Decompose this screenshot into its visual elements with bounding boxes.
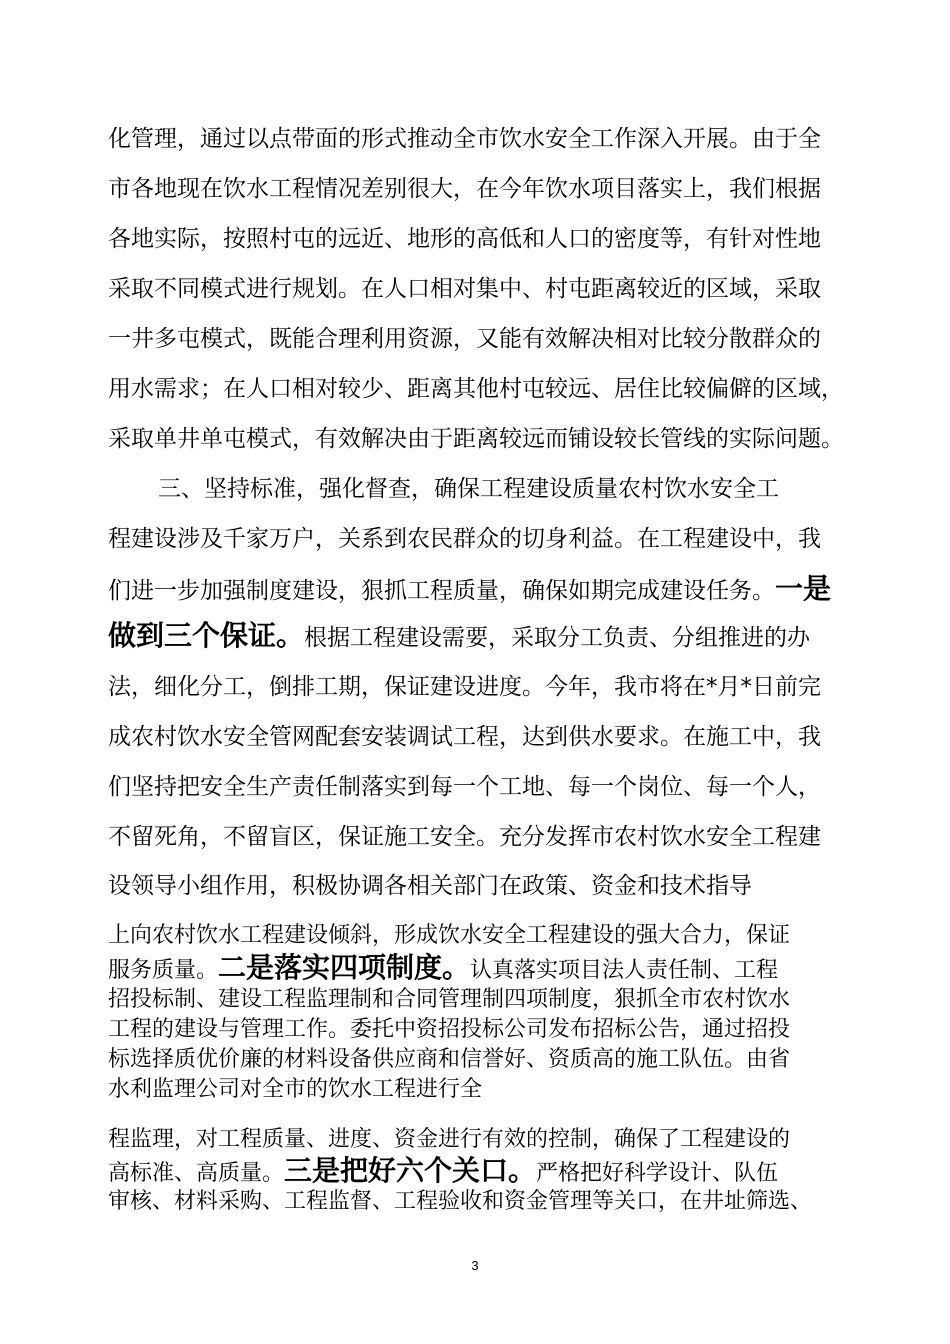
text-line	[108, 621, 868, 653]
text-line: 一井多屯模式，既能合理利用资源，又能有效解决相对比较分散群众的	[108, 326, 821, 352]
text-line: 各地实际，按照村屯的远近、地形的高低和人口的密度等，有针对性地	[108, 226, 821, 252]
text-line: 法，细化分工，倒排工期，保证建设进度。今年，我市将在*月*日前完	[108, 674, 821, 700]
text-line: 标选择质优价廉的材料设备供应商和信誉好、资质高的施工队伍。由省	[108, 1047, 791, 1072]
text-line	[108, 953, 868, 986]
text-run: 们进一步加强制度建设，狠抓工程质量，确保如期完成建设任务。	[108, 578, 775, 604]
bold-lead: 一是	[775, 572, 832, 605]
page-number: 3	[471, 1258, 479, 1273]
text-line: 成农村饮水安全管网配套安装调试工程，达到供水要求。在施工中，我	[108, 724, 821, 750]
text-line: 采取单井单屯模式，有效解决由于距离较远而铺设较长管线的实际问题。	[108, 426, 844, 452]
text-run: 根据工程建设需要，采取分工负责、分组推进的办	[304, 625, 811, 651]
text-line: 工程的建设与管理工作。委托中资招投标公司发布招标公告，通过招投	[108, 1017, 791, 1042]
text-line	[108, 1156, 868, 1189]
text-line: 招投标制、建设工程监理制和合同管理制四项制度，狠抓全市农村饮水	[108, 987, 791, 1012]
text-line: 设领导小组作用，积极协调各相关部门在政策、资金和技术指导	[108, 873, 752, 899]
text-line: 化管理，通过以点带面的形式推动全市饮水安全工作深入开展。由于全	[108, 126, 821, 152]
text-line: 程监理，对工程质量、进度、资金进行有效的控制，确保了工程建设的	[108, 1127, 791, 1152]
text-run: 服务质量。	[108, 958, 219, 983]
text-line: 们坚持把安全生产责任制落实到每一个工地、每一个岗位、每一个人，	[108, 774, 821, 800]
text-run: 严格把好科学设计、队伍	[536, 1161, 779, 1186]
text-line	[108, 574, 868, 606]
text-line: 水利监理公司对全市的饮水工程进行全	[108, 1077, 483, 1102]
text-run: 认真落实项目法人责任制、工程	[470, 958, 779, 983]
text-line: 程建设涉及千家万户，关系到农民群众的切身利益。在工程建设中，我	[108, 526, 821, 552]
bold-lead: 三是把好六个关口。	[284, 1154, 537, 1187]
text-line: 采取不同模式进行规划。在人口相对集中、村屯距离较近的区域，采取	[108, 276, 821, 302]
text-line: 上向农村饮水工程建设倾斜，形成饮水安全工程建设的强大合力，保证	[108, 923, 791, 948]
text-line: 市各地现在饮水工程情况差别很大，在今年饮水项目落实上，我们根据	[108, 176, 821, 202]
section-heading-line: 三、坚持标准，强化督查，确保工程建设质量农村饮水安全工	[158, 476, 779, 502]
text-line: 审核、材料采购、工程监督、工程验收和资金管理等关口，在井址筛选、	[108, 1189, 813, 1214]
bold-lead: 二是落实四项制度。	[218, 951, 471, 984]
text-line: 用水需求；在人口相对较少、距离其他村屯较远、居住比较偏僻的区域，	[108, 376, 844, 402]
text-run: 高标准、高质量。	[108, 1161, 285, 1186]
bold-lead: 做到三个保证。	[108, 619, 305, 652]
text-line: 不留死角，不留盲区，保证施工安全。充分发挥市农村饮水安全工程建	[108, 824, 821, 850]
